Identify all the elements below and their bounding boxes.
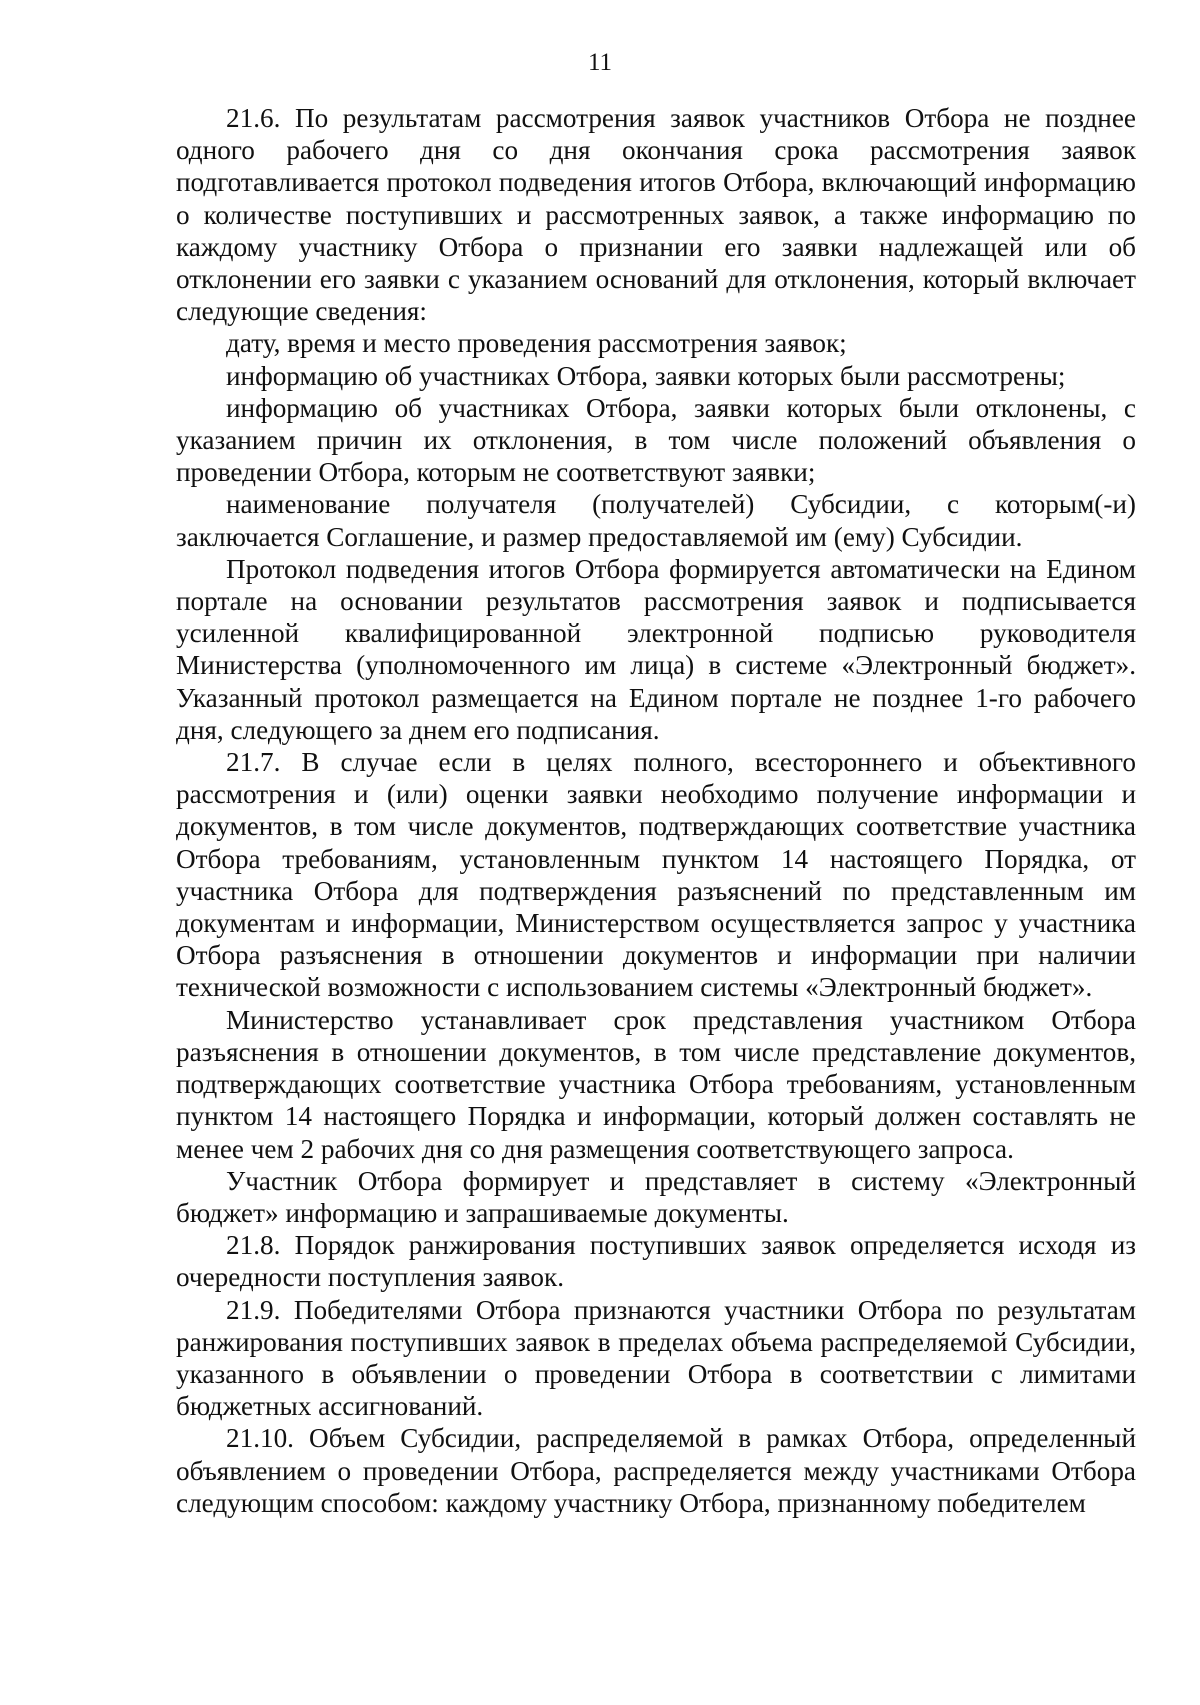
list-item-reviewed-participants: информацию об участниках Отбора, заявки которых были рассмотрены; bbox=[226, 360, 1066, 391]
paragraph-21-7: 21.7. В случае если в целях полного, всестороннего и объективного рассмотрения и (или) оценки заявки необходимо получение информации и документов, в том числе документов, подтверждающих соответствие участника Отбора требованиям, установленным пунктом 14 настоящего Порядка, от участника Отбора для подтверждения разъяснений по представленным им документам и информации, Министерством осуществляется запрос у участника Отбора разъяснения в отношении документов и информации при наличии технической возможности с использованием системы «Электронный бюджет». bbox=[176, 747, 1136, 1003]
paragraph-21-6: 21.6. По результатам рассмотрения заявок участников Отбора не позднее одного рабочего дня со дня окончания срока рассмотрения заявок подготавливается протокол подведения итогов Отбора, включающий информацию о количестве поступивших и рассмотренных заявок, а также информацию по каждому участнику Отбора о признании его заявки надлежащей или об отклонении его заявки с указанием оснований для отклонения, который включает следующие сведения: bbox=[176, 103, 1136, 327]
paragraph-protocol: Протокол подведения итогов Отбора формируется автоматически на Едином портале на основании результатов рассмотрения заявок и подписывается усиленной квалифицированной электронной подписью руководителя Министерства (уполномоченного им лица) в системе «Электронный бюджет». Указанный протокол размещается на Едином портале не позднее 1-го рабочего дня, следующего за днем его подписания. bbox=[176, 553, 1136, 745]
list-item-date-time-place: дату, время и место проведения рассмотрения заявок; bbox=[226, 328, 847, 359]
paragraph-ministry-deadline: Министерство устанавливает срок представления участником Отбора разъяснения в отношении документов, в том числе представление документов, подтверждающих соответствие участника Отбора требованиям, установленным пунктом 14 настоящего Порядка и информации, который должен составлять не менее чем 2 рабочих дня со дня размещения соответствующего запроса. bbox=[176, 1004, 1136, 1164]
paragraph-21-8: 21.8. Порядок ранжирования поступивших заявок определяется исходя из очередности поступления заявок. bbox=[176, 1230, 1136, 1293]
list-item-recipient-name: наименование получателя (получателей) Субсидии, с которым(-и) заключается Соглашение, и размер предоставляемой им (ему) Субсидии. bbox=[176, 489, 1136, 552]
paragraph-21-9: 21.9. Победителями Отбора признаются участники Отбора по результатам ранжирования поступивших заявок в пределах объема распределяемой Субсидии, указанного в объявлении о проведении Отбора в соответствии с лимитами бюджетных ассигнований. bbox=[176, 1294, 1136, 1422]
paragraph-21-10: 21.10. Объем Субсидии, распределяемой в рамках Отбора, определенный объявлением о проведении Отбора, распределяется между участниками Отбора следующим способом: каждому участнику Отбора, признанному победителем bbox=[176, 1423, 1136, 1518]
paragraph-participant-submits: Участник Отбора формирует и представляет в систему «Электронный бюджет» информацию и запрашиваемые документы. bbox=[176, 1165, 1136, 1228]
document-body bbox=[176, 102, 1136, 1519]
list-item-rejected-participants: информацию об участниках Отбора, заявки которых были отклонены, с указанием причин их отклонения, в том числе положений объявления о проведении Отбора, которым не соответствуют заявки; bbox=[176, 392, 1136, 488]
page-number: 11 bbox=[587, 49, 613, 76]
